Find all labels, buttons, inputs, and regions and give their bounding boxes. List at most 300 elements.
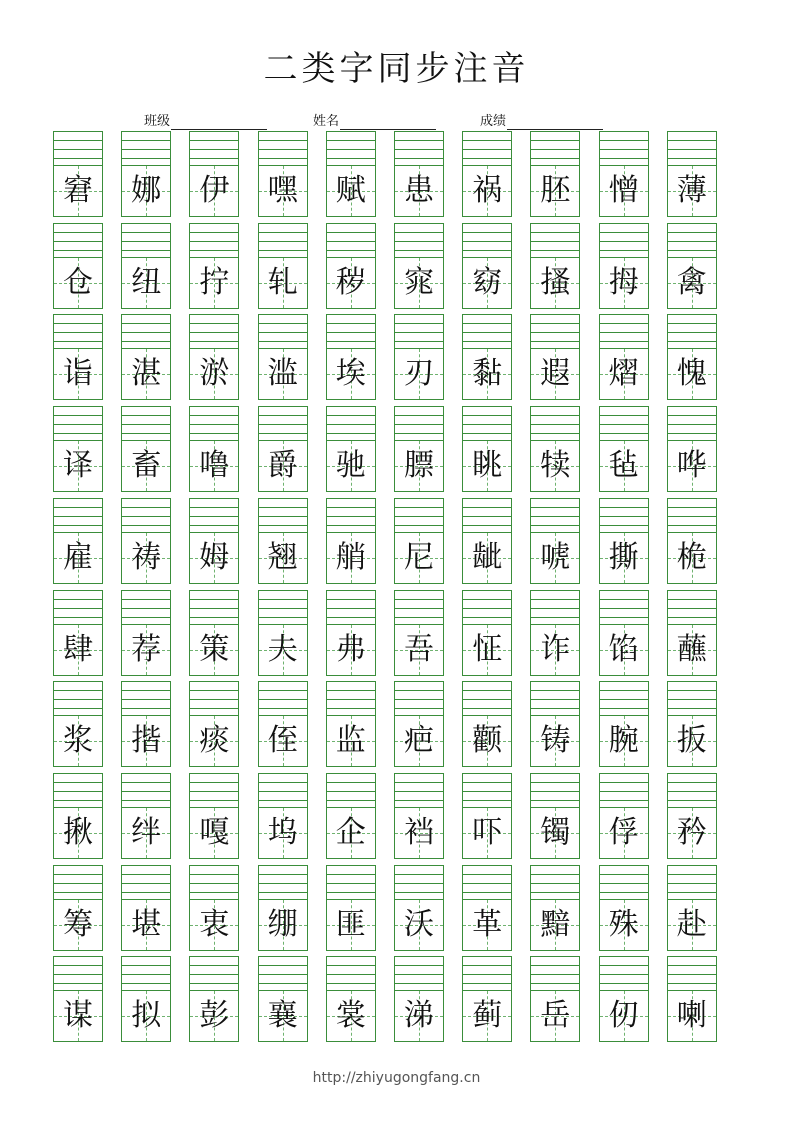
pinyin-writing-box[interactable] — [462, 956, 512, 991]
pinyin-writing-box[interactable] — [258, 131, 308, 166]
pinyin-guide-line — [259, 433, 307, 434]
pinyin-writing-box[interactable] — [667, 406, 717, 441]
pinyin-guide-line — [668, 983, 716, 984]
pinyin-writing-box[interactable] — [530, 314, 580, 349]
pinyin-writing-box[interactable] — [462, 773, 512, 808]
pinyin-writing-box[interactable] — [326, 314, 376, 349]
pinyin-writing-box[interactable] — [599, 681, 649, 716]
tianzige-box — [258, 715, 308, 767]
pinyin-writing-box[interactable] — [530, 590, 580, 625]
pinyin-guide-line — [327, 983, 375, 984]
pinyin-writing-box[interactable] — [667, 131, 717, 166]
pinyin-guide-line — [668, 874, 716, 875]
pinyin-guide-line — [54, 617, 102, 618]
pinyin-writing-box[interactable] — [462, 498, 512, 533]
pinyin-writing-box[interactable] — [258, 865, 308, 900]
tianzige-box — [462, 532, 512, 584]
char-cell — [530, 223, 580, 309]
tianzige-box — [394, 165, 444, 217]
char-cell — [462, 773, 512, 859]
pinyin-guide-line — [531, 690, 579, 691]
pinyin-writing-box[interactable] — [189, 498, 239, 533]
pinyin-writing-box[interactable] — [326, 223, 376, 258]
pinyin-guide-line — [122, 415, 170, 416]
pinyin-writing-box[interactable] — [530, 223, 580, 258]
pinyin-writing-box[interactable] — [462, 131, 512, 166]
pinyin-writing-box[interactable] — [121, 406, 171, 441]
pinyin-writing-box[interactable] — [326, 498, 376, 533]
tianzige-box — [326, 532, 376, 584]
pinyin-guide-line — [327, 507, 375, 508]
pinyin-guide-line — [531, 525, 579, 526]
chinese-character: 诈 — [540, 631, 571, 667]
pinyin-guide-line — [122, 883, 170, 884]
chinese-character: 襄 — [267, 998, 298, 1034]
pinyin-guide-line — [395, 232, 443, 233]
pinyin-writing-box[interactable] — [667, 590, 717, 625]
pinyin-guide-line — [668, 974, 716, 975]
pinyin-guide-line — [190, 250, 238, 251]
pinyin-guide-line — [259, 599, 307, 600]
pinyin-guide-line — [122, 617, 170, 618]
pinyin-guide-line — [122, 140, 170, 141]
pinyin-writing-box[interactable] — [189, 590, 239, 625]
pinyin-writing-box[interactable] — [394, 956, 444, 991]
char-cell — [326, 498, 376, 584]
pinyin-guide-line — [600, 323, 648, 324]
tianzige-box — [599, 165, 649, 217]
pinyin-writing-box[interactable] — [53, 773, 103, 808]
pinyin-writing-box[interactable] — [599, 314, 649, 349]
pinyin-guide-line — [54, 708, 102, 709]
pinyin-writing-box[interactable] — [53, 498, 103, 533]
pinyin-guide-line — [395, 149, 443, 150]
chinese-character: 黏 — [472, 356, 503, 392]
char-cell — [189, 865, 239, 951]
char-cell — [667, 773, 717, 859]
char-cell — [121, 956, 171, 1042]
pinyin-guide-line — [190, 708, 238, 709]
pinyin-guide-line — [395, 332, 443, 333]
pinyin-guide-line — [668, 782, 716, 783]
pinyin-guide-line — [327, 433, 375, 434]
chinese-character: 赴 — [676, 906, 707, 942]
char-cell — [53, 590, 103, 676]
chinese-character: 拇 — [608, 264, 639, 300]
pinyin-guide-line — [668, 699, 716, 700]
char-cell — [462, 314, 512, 400]
pinyin-writing-box[interactable] — [667, 498, 717, 533]
char-cell — [394, 498, 444, 584]
tianzige-box — [189, 899, 239, 951]
pinyin-guide-line — [122, 323, 170, 324]
pinyin-writing-box[interactable] — [53, 865, 103, 900]
pinyin-writing-box[interactable] — [394, 773, 444, 808]
char-cell — [121, 590, 171, 676]
pinyin-guide-line — [600, 974, 648, 975]
pinyin-guide-line — [395, 690, 443, 691]
char-cell — [599, 131, 649, 217]
pinyin-writing-box[interactable] — [121, 773, 171, 808]
tianzige-box — [53, 165, 103, 217]
char-cell — [394, 131, 444, 217]
pinyin-guide-line — [531, 424, 579, 425]
pinyin-guide-line — [122, 892, 170, 893]
pinyin-writing-box[interactable] — [189, 406, 239, 441]
tianzige-box — [326, 348, 376, 400]
pinyin-guide-line — [54, 892, 102, 893]
tianzige-box — [53, 624, 103, 676]
pinyin-guide-line — [122, 782, 170, 783]
pinyin-writing-box[interactable] — [394, 314, 444, 349]
tianzige-box — [189, 532, 239, 584]
pinyin-guide-line — [54, 507, 102, 508]
pinyin-writing-box[interactable] — [53, 681, 103, 716]
pinyin-writing-box[interactable] — [258, 590, 308, 625]
pinyin-writing-box[interactable] — [599, 131, 649, 166]
pinyin-guide-line — [259, 892, 307, 893]
tianzige-box — [394, 532, 444, 584]
chinese-character: 痰 — [199, 723, 230, 759]
pinyin-writing-box[interactable] — [667, 865, 717, 900]
pinyin-guide-line — [531, 140, 579, 141]
pinyin-guide-line — [600, 424, 648, 425]
pinyin-writing-box[interactable] — [530, 681, 580, 716]
pinyin-writing-box[interactable] — [189, 131, 239, 166]
pinyin-guide-line — [531, 892, 579, 893]
pinyin-guide-line — [54, 158, 102, 159]
tianzige-box — [189, 348, 239, 400]
tianzige-box — [462, 715, 512, 767]
pinyin-guide-line — [531, 250, 579, 251]
tianzige-box — [599, 624, 649, 676]
char-cell — [599, 681, 649, 767]
pinyin-writing-box[interactable] — [189, 681, 239, 716]
tianzige-box — [326, 165, 376, 217]
pinyin-writing-box[interactable] — [667, 223, 717, 258]
char-cell — [53, 498, 103, 584]
chinese-character: 嘿 — [267, 173, 298, 208]
char-cell — [326, 865, 376, 951]
pinyin-writing-box[interactable] — [326, 865, 376, 900]
class-label: 班级 — [144, 114, 171, 129]
pinyin-writing-box[interactable] — [121, 590, 171, 625]
tianzige-box — [53, 257, 103, 309]
chinese-character: 矜 — [676, 814, 707, 850]
chinese-character: 桅 — [676, 539, 707, 575]
tianzige-box — [189, 807, 239, 859]
pinyin-writing-box[interactable] — [599, 223, 649, 258]
pinyin-guide-line — [259, 883, 307, 884]
pinyin-guide-line — [259, 241, 307, 242]
chinese-character: 憎 — [608, 173, 639, 208]
tianzige-box — [53, 990, 103, 1042]
pinyin-guide-line — [259, 690, 307, 691]
char-cell — [530, 131, 580, 217]
pinyin-guide-line — [395, 708, 443, 709]
pinyin-guide-line — [190, 507, 238, 508]
pinyin-guide-line — [54, 874, 102, 875]
pinyin-writing-box[interactable] — [258, 314, 308, 349]
pinyin-writing-box[interactable] — [121, 498, 171, 533]
tianzige-box — [53, 532, 103, 584]
pinyin-guide-line — [190, 782, 238, 783]
pinyin-guide-line — [259, 415, 307, 416]
pinyin-guide-line — [463, 599, 511, 600]
pinyin-guide-line — [54, 323, 102, 324]
pinyin-writing-box[interactable] — [667, 681, 717, 716]
pinyin-guide-line — [327, 424, 375, 425]
tianzige-box — [599, 348, 649, 400]
tianzige-box — [258, 990, 308, 1042]
pinyin-guide-line — [395, 608, 443, 609]
pinyin-writing-box[interactable] — [530, 773, 580, 808]
pinyin-writing-box[interactable] — [599, 498, 649, 533]
pinyin-writing-box[interactable] — [462, 406, 512, 441]
chinese-character: 龇 — [472, 539, 503, 575]
pinyin-writing-box[interactable] — [462, 865, 512, 900]
pinyin-guide-line — [668, 791, 716, 792]
pinyin-writing-box[interactable] — [599, 406, 649, 441]
pinyin-writing-box[interactable] — [394, 590, 444, 625]
pinyin-guide-line — [190, 599, 238, 600]
pinyin-writing-box[interactable] — [326, 406, 376, 441]
tianzige-box — [121, 257, 171, 309]
char-cell — [53, 865, 103, 951]
pinyin-writing-box[interactable] — [121, 956, 171, 991]
pinyin-writing-box[interactable] — [462, 590, 512, 625]
pinyin-guide-line — [463, 699, 511, 700]
pinyin-writing-box[interactable] — [667, 773, 717, 808]
pinyin-writing-box[interactable] — [394, 131, 444, 166]
chinese-character: 衷 — [199, 906, 230, 942]
pinyin-writing-box[interactable] — [462, 681, 512, 716]
pinyin-guide-line — [531, 158, 579, 159]
pinyin-guide-line — [259, 874, 307, 875]
pinyin-guide-line — [54, 424, 102, 425]
tianzige-box — [667, 348, 717, 400]
chinese-character: 膘 — [404, 448, 434, 484]
pinyin-guide-line — [259, 332, 307, 333]
pinyin-guide-line — [668, 232, 716, 233]
pinyin-writing-box[interactable] — [258, 773, 308, 808]
pinyin-writing-box[interactable] — [326, 773, 376, 808]
pinyin-writing-box[interactable] — [394, 681, 444, 716]
pinyin-guide-line — [54, 608, 102, 609]
pinyin-writing-box[interactable] — [53, 131, 103, 166]
pinyin-writing-box[interactable] — [599, 590, 649, 625]
pinyin-guide-line — [463, 433, 511, 434]
pinyin-writing-box[interactable] — [121, 131, 171, 166]
pinyin-writing-box[interactable] — [530, 865, 580, 900]
pinyin-writing-box[interactable] — [326, 681, 376, 716]
pinyin-guide-line — [259, 800, 307, 801]
pinyin-guide-line — [54, 690, 102, 691]
pinyin-guide-line — [327, 791, 375, 792]
pinyin-writing-box[interactable] — [53, 590, 103, 625]
chinese-character: 眺 — [472, 448, 503, 484]
pinyin-guide-line — [54, 974, 102, 975]
chinese-character: 尼 — [404, 539, 434, 575]
chinese-character: 绷 — [267, 906, 298, 942]
page-title: 二类字同步注音 — [263, 49, 530, 89]
tianzige-box — [121, 899, 171, 951]
pinyin-guide-line — [668, 424, 716, 425]
pinyin-writing-box[interactable] — [530, 406, 580, 441]
pinyin-guide-line — [259, 525, 307, 526]
pinyin-writing-box[interactable] — [462, 314, 512, 349]
pinyin-guide-line — [190, 140, 238, 141]
pinyin-guide-line — [463, 874, 511, 875]
pinyin-writing-box[interactable] — [189, 223, 239, 258]
pinyin-guide-line — [122, 965, 170, 966]
pinyin-writing-box[interactable] — [258, 498, 308, 533]
char-cell — [530, 498, 580, 584]
pinyin-guide-line — [54, 965, 102, 966]
char-cell — [394, 773, 444, 859]
chinese-character: 湛 — [131, 356, 162, 392]
pinyin-writing-box[interactable] — [667, 314, 717, 349]
pinyin-writing-box[interactable] — [530, 498, 580, 533]
chinese-character: 愧 — [676, 356, 707, 392]
pinyin-guide-line — [463, 232, 511, 233]
pinyin-guide-line — [463, 892, 511, 893]
tianzige-box — [667, 624, 717, 676]
pinyin-writing-box[interactable] — [599, 956, 649, 991]
pinyin-writing-box[interactable] — [599, 773, 649, 808]
chinese-character: 仓 — [63, 264, 93, 300]
pinyin-writing-box[interactable] — [258, 681, 308, 716]
name-blank[interactable] — [340, 114, 436, 130]
chinese-character: 驰 — [335, 448, 366, 484]
pinyin-guide-line — [668, 433, 716, 434]
pinyin-guide-line — [600, 232, 648, 233]
pinyin-guide-line — [600, 699, 648, 700]
pinyin-writing-box[interactable] — [326, 590, 376, 625]
pinyin-writing-box[interactable] — [667, 956, 717, 991]
pinyin-writing-box[interactable] — [394, 498, 444, 533]
pinyin-writing-box[interactable] — [121, 223, 171, 258]
pinyin-guide-line — [668, 708, 716, 709]
pinyin-guide-line — [531, 791, 579, 792]
chinese-character: 坞 — [267, 814, 298, 850]
pinyin-guide-line — [668, 525, 716, 526]
pinyin-guide-line — [259, 782, 307, 783]
pinyin-writing-box[interactable] — [599, 865, 649, 900]
pinyin-writing-box[interactable] — [530, 956, 580, 991]
pinyin-writing-box[interactable] — [53, 956, 103, 991]
pinyin-guide-line — [600, 599, 648, 600]
pinyin-guide-line — [395, 341, 443, 342]
char-cell — [667, 314, 717, 400]
pinyin-guide-line — [463, 516, 511, 517]
pinyin-guide-line — [122, 690, 170, 691]
tianzige-box — [189, 257, 239, 309]
pinyin-guide-line — [259, 158, 307, 159]
char-cell — [53, 314, 103, 400]
pinyin-writing-box[interactable] — [53, 223, 103, 258]
chinese-character: 轧 — [267, 264, 298, 300]
pinyin-writing-box[interactable] — [394, 406, 444, 441]
tianzige-box — [121, 165, 171, 217]
pinyin-guide-line — [327, 782, 375, 783]
chinese-character: 禽 — [676, 264, 707, 300]
pinyin-writing-box[interactable] — [121, 865, 171, 900]
pinyin-guide-line — [463, 241, 511, 242]
pinyin-writing-box[interactable] — [189, 956, 239, 991]
chinese-character: 淤 — [199, 356, 230, 392]
pinyin-guide-line — [327, 690, 375, 691]
pinyin-writing-box[interactable] — [189, 314, 239, 349]
pinyin-writing-box[interactable] — [189, 773, 239, 808]
pinyin-guide-line — [259, 323, 307, 324]
pinyin-guide-line — [531, 323, 579, 324]
class-blank[interactable] — [171, 114, 267, 130]
pinyin-writing-box[interactable] — [530, 131, 580, 166]
pinyin-guide-line — [122, 599, 170, 600]
pinyin-writing-box[interactable] — [258, 406, 308, 441]
pinyin-guide-line — [54, 250, 102, 251]
chinese-character: 俘 — [608, 814, 639, 850]
char-cell — [189, 406, 239, 492]
pinyin-guide-line — [122, 507, 170, 508]
char-cell — [53, 956, 103, 1042]
tianzige-box — [667, 990, 717, 1042]
pinyin-writing-box[interactable] — [258, 223, 308, 258]
char-cell — [667, 498, 717, 584]
chinese-character: 揪 — [63, 814, 93, 850]
char-cell — [189, 590, 239, 676]
char-cell — [258, 406, 308, 492]
char-cell — [530, 773, 580, 859]
pinyin-guide-line — [122, 250, 170, 251]
chinese-character: 翘 — [267, 539, 298, 575]
pinyin-writing-box[interactable] — [258, 956, 308, 991]
pinyin-writing-box[interactable] — [121, 681, 171, 716]
pinyin-guide-line — [463, 158, 511, 159]
char-cell — [462, 865, 512, 951]
pinyin-guide-line — [54, 332, 102, 333]
pinyin-guide-line — [259, 974, 307, 975]
tianzige-box — [462, 165, 512, 217]
pinyin-guide-line — [327, 708, 375, 709]
pinyin-writing-box[interactable] — [189, 865, 239, 900]
tianzige-box — [326, 899, 376, 951]
pinyin-writing-box[interactable] — [326, 956, 376, 991]
pinyin-writing-box[interactable] — [394, 865, 444, 900]
pinyin-writing-box[interactable] — [53, 314, 103, 349]
pinyin-writing-box[interactable] — [394, 223, 444, 258]
chinese-character: 策 — [199, 631, 230, 667]
char-cell — [530, 406, 580, 492]
tianzige-box — [394, 715, 444, 767]
chinese-character: 彭 — [199, 998, 230, 1034]
pinyin-writing-box[interactable] — [53, 406, 103, 441]
score-blank[interactable] — [507, 114, 603, 130]
char-cell — [121, 223, 171, 309]
char-cell — [121, 865, 171, 951]
char-cell — [53, 773, 103, 859]
pinyin-guide-line — [463, 791, 511, 792]
pinyin-writing-box[interactable] — [462, 223, 512, 258]
pinyin-writing-box[interactable] — [326, 131, 376, 166]
char-cell — [530, 956, 580, 1042]
pinyin-writing-box[interactable] — [121, 314, 171, 349]
tianzige-box — [189, 165, 239, 217]
pinyin-guide-line — [600, 158, 648, 159]
tianzige-box — [189, 440, 239, 492]
char-cell — [462, 223, 512, 309]
